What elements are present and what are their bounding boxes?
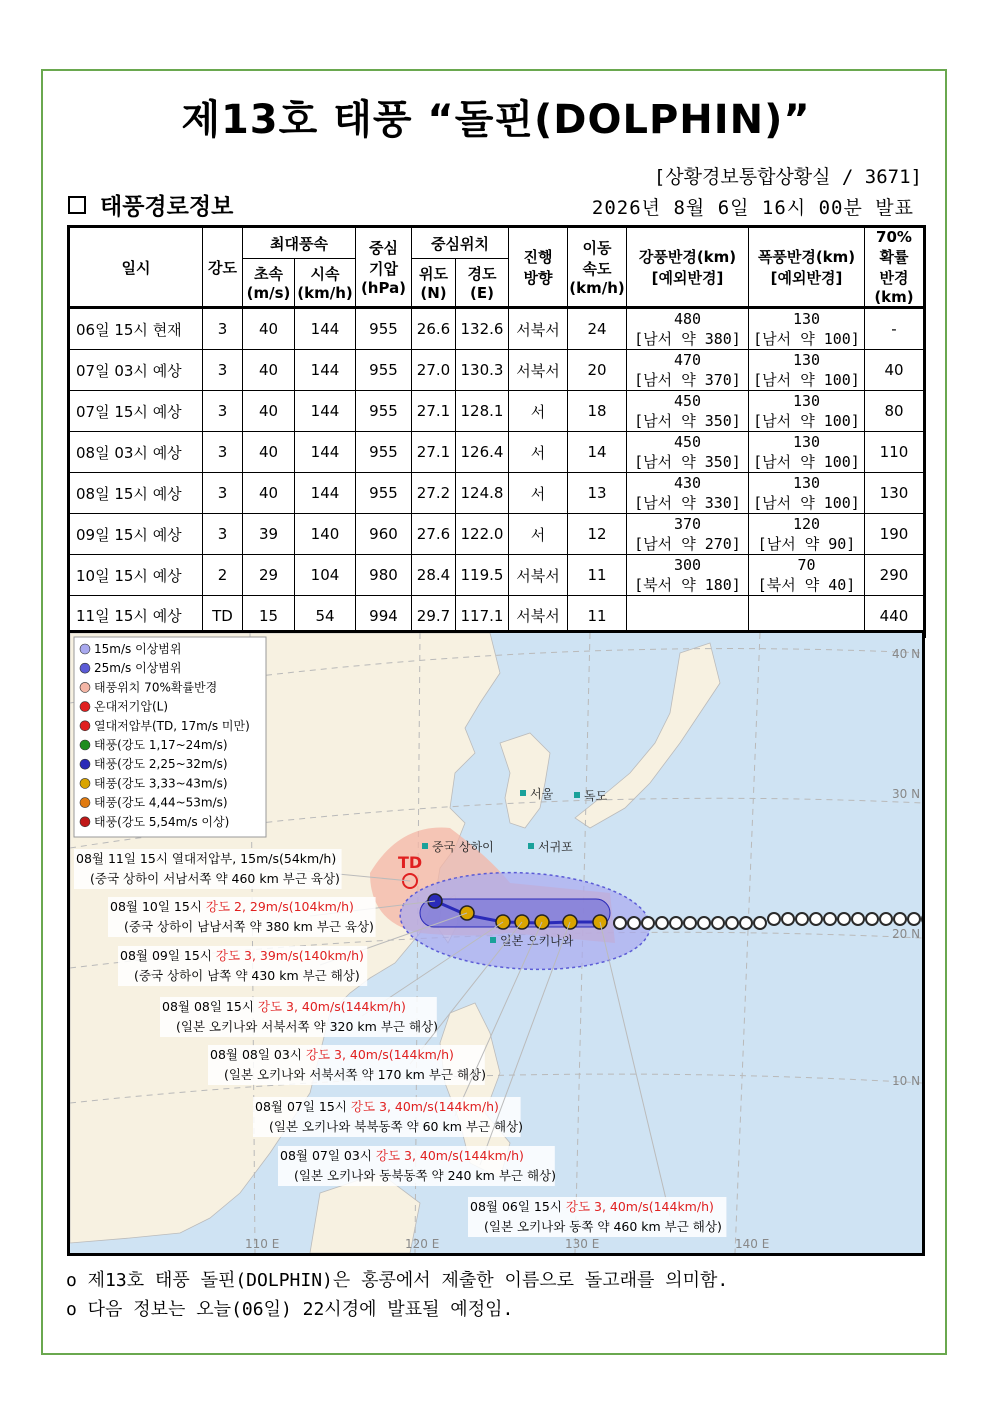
- past-track-marker: [824, 913, 836, 925]
- cell-lat: 27.1: [412, 432, 456, 473]
- header-lon: 경도 (E): [456, 259, 509, 308]
- callout-location: (중국 상하이 남남서쪽 약 380 km 부근 육상): [124, 919, 374, 934]
- svg-text:08월 06일 15시 강도 3, 40m/s(144km/: [470, 1199, 714, 1214]
- cell-kmh: 144: [295, 473, 356, 514]
- header-lat: 위도 (N): [412, 259, 456, 308]
- cell-intensity: 2: [203, 555, 243, 596]
- callout-time: 08월 06일 15시: [470, 1199, 566, 1214]
- table-row: [69, 432, 925, 473]
- cell-p70: 130: [865, 473, 925, 514]
- cell-dir: 서북서: [509, 555, 568, 596]
- place-label: 서울: [530, 787, 554, 801]
- cell-p70: 440: [865, 596, 925, 637]
- svg-text:08월 08일 03시 강도 3, 40m/s(144km/: [210, 1047, 454, 1062]
- callout-location: (일본 오키나와 동북동쪽 약 240 km 부근 해상): [294, 1168, 556, 1183]
- cell-kmh: 144: [295, 432, 356, 473]
- cell-hpa: 955: [356, 432, 412, 473]
- place-label: 일본 오키나와: [500, 934, 574, 948]
- callout-time: 08월 07일 03시: [280, 1148, 376, 1163]
- cell-lat: 29.7: [412, 596, 456, 637]
- cell-hpa: 994: [356, 596, 412, 637]
- place-marker: [528, 843, 534, 849]
- cell-hpa: 960: [356, 514, 412, 555]
- cell-intensity: TD: [203, 596, 243, 637]
- cell-time: 07일 03시 예상: [69, 350, 203, 391]
- callout-strength: 강도 3, 39m/s(140km/h): [215, 948, 364, 963]
- cell-gale: 430 [남서 약 330]: [627, 473, 749, 514]
- place-label: 독도: [584, 789, 608, 803]
- cell-storm: 130 [남서 약 100]: [749, 432, 865, 473]
- cell-dir: 서: [509, 432, 568, 473]
- callout-strength: 강도 3, 40m/s(144km/h): [350, 1099, 499, 1114]
- place-marker: [520, 790, 526, 796]
- cell-speed: 12: [568, 514, 627, 555]
- cell-lat: 27.1: [412, 391, 456, 432]
- cell-hpa: 955: [356, 391, 412, 432]
- table-row: [69, 514, 925, 555]
- callout-location: (일본 오키나와 서북서쪽 약 320 km 부근 해상): [176, 1019, 438, 1034]
- typhoon-track-table: [67, 225, 926, 638]
- cell-intensity: 3: [203, 473, 243, 514]
- lat-label: 30 N: [892, 787, 921, 801]
- legend-icon: [80, 682, 90, 692]
- callout-time: 08월 10일 15시: [110, 899, 206, 914]
- cell-gale: 450 [남서 약 350]: [627, 432, 749, 473]
- header-gale-radius: 강풍반경(km) [예외반경]: [627, 227, 749, 308]
- lat-label: 10 N: [892, 1074, 921, 1088]
- cell-p70: 190: [865, 514, 925, 555]
- callout-strength: 강도 3, 40m/s(144km/h): [305, 1047, 454, 1062]
- cell-time: 09일 15시 예상: [69, 514, 203, 555]
- past-track-marker: [712, 917, 724, 929]
- cell-gale: 470 [남서 약 370]: [627, 350, 749, 391]
- legend-label: 15m/s 이상범위: [94, 642, 182, 656]
- cell-time: 08일 15시 예상: [69, 473, 203, 514]
- place-marker: [490, 937, 496, 943]
- table-row: [69, 555, 925, 596]
- callout-location: (일본 오키나와 북북동쪽 약 60 km 부근 해상): [269, 1119, 524, 1134]
- legend-label: 태풍위치 70%확률반경: [94, 680, 218, 695]
- cell-ms: 15: [243, 596, 295, 637]
- cell-kmh: 144: [295, 350, 356, 391]
- cell-lat: 27.2: [412, 473, 456, 514]
- header-intensity: 강도: [203, 227, 243, 308]
- past-track-marker: [852, 913, 864, 925]
- lon-label: 110 E: [245, 1237, 280, 1251]
- callout-strength: 강도 3, 40m/s(144km/h): [257, 999, 406, 1014]
- cell-hpa: 955: [356, 473, 412, 514]
- table-row: [69, 473, 925, 514]
- callout-time: 08월 08일 15시: [162, 999, 258, 1014]
- place-label: 중국 상하이: [432, 840, 494, 854]
- past-track-marker: [810, 913, 822, 925]
- cell-ms: 29: [243, 555, 295, 596]
- table-row: [69, 308, 925, 350]
- past-track-marker: [796, 913, 808, 925]
- legend-label: 열대저압부(TD, 17m/s 미만): [94, 718, 250, 733]
- past-track-marker: [726, 917, 738, 929]
- legend-icon: [80, 740, 90, 750]
- track-map: [67, 630, 925, 1256]
- callout-strength: 강도 3, 40m/s(144km/h): [565, 1199, 714, 1214]
- header-pressure: 중심 기압 (hPa): [356, 227, 412, 308]
- legend-label: 태풍(강도 5,54m/s 이상): [94, 814, 230, 829]
- cell-lon: 122.0: [456, 514, 509, 555]
- cell-lon: 117.1: [456, 596, 509, 637]
- header-direction: 진행 방향: [509, 227, 568, 308]
- cell-gale: 450 [남서 약 350]: [627, 391, 749, 432]
- svg-text:08월 09일 15시 강도 3, 39m/s(140km/: [120, 948, 364, 963]
- legend-icon: [80, 702, 90, 712]
- cell-lat: 26.6: [412, 308, 456, 350]
- past-track-marker: [782, 913, 794, 925]
- cell-speed: 24: [568, 308, 627, 350]
- place-marker: [574, 792, 580, 798]
- cell-intensity: 3: [203, 391, 243, 432]
- callout-location: (일본 오키나와 서북서쪽 약 170 km 부근 해상): [224, 1067, 486, 1082]
- section-heading: [68, 188, 233, 221]
- cell-hpa: 955: [356, 350, 412, 391]
- past-track-marker: [768, 913, 780, 925]
- cell-lat: 27.0: [412, 350, 456, 391]
- callout-time: 08월 08일 03시: [210, 1047, 306, 1062]
- legend-label: 태풍(강도 3,33~43m/s): [94, 776, 228, 791]
- cell-kmh: 104: [295, 555, 356, 596]
- cell-speed: 11: [568, 555, 627, 596]
- cell-time: 11일 15시 예상: [69, 596, 203, 637]
- cell-dir: 서: [509, 473, 568, 514]
- place-marker: [422, 843, 428, 849]
- lon-label: 140 E: [735, 1237, 770, 1251]
- cell-p70: 40: [865, 350, 925, 391]
- svg-text:08월 08일 15시 강도 3, 40m/s(144km/: [162, 999, 406, 1014]
- cell-time: 06일 15시 현재: [69, 308, 203, 350]
- header-center: 중심위치: [412, 227, 509, 259]
- source-office: [상황경보통합상황실 / 3671]: [653, 166, 922, 188]
- header-prob70: 70% 확률 반경 (km): [865, 227, 925, 308]
- header-wind-ms: 초속 (m/s): [243, 259, 295, 308]
- cell-dir: 서: [509, 514, 568, 555]
- cell-speed: 14: [568, 432, 627, 473]
- cell-speed: 18: [568, 391, 627, 432]
- cell-p70: 290: [865, 555, 925, 596]
- cell-lon: 132.6: [456, 308, 509, 350]
- cell-speed: 13: [568, 473, 627, 514]
- table-row: [69, 350, 925, 391]
- td-label: TD: [398, 853, 423, 872]
- cell-kmh: 54: [295, 596, 356, 637]
- table-body: [69, 308, 925, 637]
- legend-icon: [80, 778, 90, 788]
- note-2: o 다음 정보는 오늘(06일) 22시경에 발표될 예정임.: [66, 1299, 514, 1320]
- past-track-marker: [614, 917, 626, 929]
- cell-intensity: 3: [203, 514, 243, 555]
- cell-storm: 70 [북서 약 40]: [749, 555, 865, 596]
- cell-ms: 40: [243, 308, 295, 350]
- header-datetime: 일시: [69, 227, 203, 308]
- cell-intensity: 3: [203, 308, 243, 350]
- cell-storm: 130 [남서 약 100]: [749, 350, 865, 391]
- past-track-marker: [642, 917, 654, 929]
- cell-intensity: 3: [203, 432, 243, 473]
- legend-icon: [80, 721, 90, 731]
- cell-time: 07일 15시 예상: [69, 391, 203, 432]
- legend-label: 태풍(강도 2,25~32m/s): [94, 757, 228, 772]
- lat-label: 40 N: [892, 647, 921, 661]
- cell-ms: 40: [243, 432, 295, 473]
- callout-strength: 강도 3, 40m/s(144km/h): [375, 1148, 524, 1163]
- legend-icon: [80, 759, 90, 769]
- cell-time: 10일 15시 예상: [69, 555, 203, 596]
- past-track-marker: [908, 913, 920, 925]
- cell-kmh: 144: [295, 308, 356, 350]
- legend-label: 태풍(강도 1,17~24m/s): [94, 738, 228, 752]
- cell-intensity: 3: [203, 350, 243, 391]
- header-max-wind: 최대풍속: [243, 227, 356, 259]
- legend-label: 온대저기압(L): [94, 699, 169, 714]
- legend-icon: [80, 663, 90, 673]
- past-track-marker: [740, 917, 752, 929]
- cell-gale: 480 [남서 약 380]: [627, 308, 749, 350]
- legend-icon: [80, 817, 90, 827]
- cell-gale: 370 [남서 약 270]: [627, 514, 749, 555]
- callout-location: (중국 상하이 서남서쪽 약 460 km 부근 육상): [90, 871, 340, 886]
- section-title: 태풍경로정보: [100, 194, 234, 220]
- cell-gale: 300 [북서 약 180]: [627, 555, 749, 596]
- past-track-marker: [698, 917, 710, 929]
- cell-dir: 서: [509, 391, 568, 432]
- past-track-marker: [656, 917, 668, 929]
- past-track-marker: [628, 917, 640, 929]
- past-track-marker: [894, 913, 906, 925]
- cell-hpa: 955: [356, 308, 412, 350]
- callout-strength: 강도 2, 29m/s(104km/h): [205, 899, 354, 914]
- cell-lat: 28.4: [412, 555, 456, 596]
- cell-kmh: 144: [295, 391, 356, 432]
- cell-dir: 서북서: [509, 596, 568, 637]
- past-track-marker: [880, 913, 892, 925]
- cell-storm: 130 [남서 약 100]: [749, 308, 865, 350]
- note-1: o 제13호 태풍 돌핀(DOLPHIN)은 홍콩에서 제출한 이름으로 돌고래를 의미함.: [66, 1270, 729, 1291]
- track-map-svg: [70, 633, 922, 1253]
- lon-label: 130 E: [565, 1237, 600, 1251]
- cell-lon: 128.1: [456, 391, 509, 432]
- cell-p70: 80: [865, 391, 925, 432]
- callout-time: 08월 09일 15시: [120, 948, 216, 963]
- cell-hpa: 980: [356, 555, 412, 596]
- lat-label: 20 N: [892, 927, 921, 941]
- header-storm-radius: 폭풍반경(km) [예외반경]: [749, 227, 865, 308]
- cell-ms: 39: [243, 514, 295, 555]
- checkbox-icon: [68, 196, 86, 214]
- page-title: 제13호 태풍 “돌핀(DOLPHIN)”: [181, 97, 811, 143]
- past-track-marker: [866, 913, 878, 925]
- callout-location: (일본 오키나와 동쪽 약 460 km 부근 해상): [484, 1219, 722, 1234]
- past-track-marker: [684, 917, 696, 929]
- cell-storm: 130 [남서 약 100]: [749, 473, 865, 514]
- cell-dir: 서북서: [509, 350, 568, 391]
- svg-text:08월 10일 15시 강도 2, 29m/s(104km/: [110, 899, 354, 914]
- cell-lon: 130.3: [456, 350, 509, 391]
- cell-p70: 110: [865, 432, 925, 473]
- cell-kmh: 140: [295, 514, 356, 555]
- callout-time: 08월 07일 15시: [255, 1099, 351, 1114]
- issued-time: 2026년 8월 6일 16시 00분 발표: [591, 197, 914, 219]
- map-legend: [74, 637, 266, 837]
- table-row: [69, 391, 925, 432]
- header-speed: 이동 속도 (km/h): [568, 227, 627, 308]
- legend-label: 25m/s 이상범위: [94, 661, 182, 676]
- callout-time: 08월 11일 15시 열대저압부, 15m/s(54km/h): [76, 851, 337, 866]
- legend-icon: [80, 644, 90, 654]
- past-track-marker: [670, 917, 682, 929]
- place-label: 서귀포: [538, 840, 573, 854]
- cell-lon: 119.5: [456, 555, 509, 596]
- past-track-marker: [838, 913, 850, 925]
- svg-text:08월 07일 03시 강도 3, 40m/s(144km/: [280, 1148, 524, 1163]
- callout-location: (중국 상하이 남쪽 약 430 km 부근 해상): [134, 968, 360, 983]
- cell-storm: 120 [남서 약 90]: [749, 514, 865, 555]
- cell-speed: 11: [568, 596, 627, 637]
- legend-label: 태풍(강도 4,44~53m/s): [94, 795, 228, 810]
- svg-text:08월 07일 15시 강도 3, 40m/s(144km/: [255, 1099, 499, 1114]
- cell-storm: 130 [남서 약 100]: [749, 391, 865, 432]
- legend-icon: [80, 798, 90, 808]
- cell-dir: 서북서: [509, 308, 568, 350]
- cell-lat: 27.6: [412, 514, 456, 555]
- cell-time: 08일 03시 예상: [69, 432, 203, 473]
- lon-label: 120 E: [405, 1237, 440, 1251]
- cell-lon: 124.8: [456, 473, 509, 514]
- cell-lon: 126.4: [456, 432, 509, 473]
- past-track-marker: [754, 917, 766, 929]
- cell-speed: 20: [568, 350, 627, 391]
- header-wind-kmh: 시속 (km/h): [295, 259, 356, 308]
- svg-text:08월 11일 15시 열대저압부, 15m/s(54km/: [76, 851, 336, 866]
- cell-ms: 40: [243, 391, 295, 432]
- cell-p70: -: [865, 308, 925, 350]
- cell-ms: 40: [243, 473, 295, 514]
- cell-ms: 40: [243, 350, 295, 391]
